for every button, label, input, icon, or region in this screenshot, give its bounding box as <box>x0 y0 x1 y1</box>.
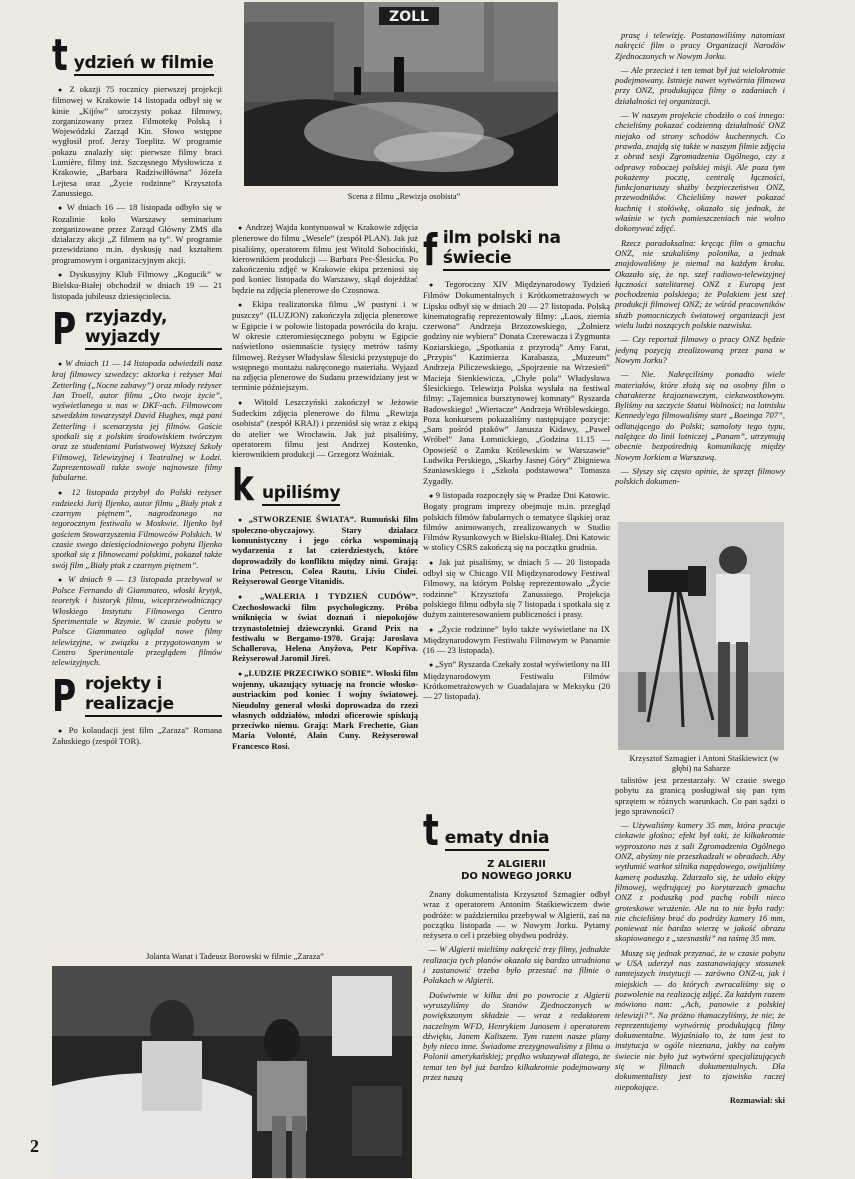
heading-text: ydzień w filmie <box>74 53 214 76</box>
paragraph: ● „LUDZIE PRZECIWKO SOBIE”. Włoski film wojenny, ukazujący sytuację na froncie włosko-austriackim pod koniec I wojny światowej. Nieudolny generał włoski doprowadza do rzezi własnych oddziałów, młodzi oficerowie spiskują przeciwko niemu. Grają: Mark Frechette, Gian Maria Volonté, Alain Cuny. Reżyserował Francesco Rosi. <box>232 668 418 751</box>
heading-film-polski <box>423 225 610 276</box>
heading-tydzien <box>52 30 222 81</box>
photo-sahara-image <box>618 522 784 750</box>
paragraph: — W Algierii mieliśmy nakręcić trzy filmy, jednakże realizacja tych planów okazała się bardzo utrudniona i zastanowić trzeba było przestać na filmie o Polakach w Algierii. <box>423 944 610 986</box>
paragraph: ● „STWORZENIE ŚWIATA”. Rumuński film społeczno-obyczajowy. Stary działacz komunistyczny i jego córka wspominają wydarzenia z lat czterdziestych, które doprowadziły do konfliktu między nimi. Grają: Irina Petrescu, Colea Rautu, Liviu Ciulei. Reżyserował George Vitanidis. <box>232 514 418 587</box>
heading-initial: t <box>423 805 439 856</box>
paragraph: Doświwnie w kilka dni po powrocie z Algierii wyruszyliśmy do Stanów Zjednoczonych w powiększonym składzie — wraz z redaktorem naczelnym WFD, Henrykiem Janosem i operatorem dźwięku, Janem Kaliszem. Tym razem nasze plany były nieco inne. Świadome zrezygnowaliśmy z filmu o Polonii amerykańskiej; prędko wskazywał dlatego, że temat ten był już bardzo kilkakrotnie podejmowany przez naszą <box>423 989 610 1083</box>
paragraph: ● Ekipa realizatorska filmu „W pustyni i w puszczy” (ILUZJON) zakończyła zdjęcia plenerowe w Egipcie i w połowie listopada powróciła do kraju. W okresie czteromiesięcznego pobytu w Egipcie naświetlono osiemnaście tysięcy metrów taśmy filmowej. Reżyser Władysław Ślesicki przystępuje do wstępnego montażu nakręconego materiału. Wyjazd na zdjęcia plenerowe do Sudanu przewidziany jest w terminie późniejszym. <box>232 299 418 393</box>
heading-initial: P <box>52 303 76 355</box>
subtitle <box>423 859 610 883</box>
heading-initial: k <box>232 459 254 511</box>
paragraph: ● Dyskusyjny Klub Filmowy „Kogucik” w Bielsku-Białej obchodził w dniach 19 — 21 listopada jubileusz dziesięciolecia. <box>52 269 222 301</box>
paragraph: — Słyszy się często opinie, że sprzęt filmowy polskich dokumen- <box>615 465 785 487</box>
paragraph: ● W dniach 11 — 14 listopada odwiedzili nasz kraj filmowcy szwedzcy: aktorka i reżyser Mai Zetterling („Nocne zabawy”) oraz młody reżyser Jan Troell, autor filmu „Oto twoje życie”, wyświetlanego u nas w DKF-ach. Filmowcom szwedzkim towarzyszył David Hughes, mąż pani Zetterling i scenarzysta jej filmów. Goście spotkali się z polskim środowiskiem twórczym oraz ze studentami Państwowej Wyższej Szkoły Filmowej, Telewizyjnej i Teatralnej w Łodzi. Zaprezentowali także swoje najnowsze filmy fabularne. <box>52 358 222 483</box>
paragraph: talistów jest przestarzały. W czasie swego pobytu za granicą posługiwał się pan tym sprzętem w różnych warunkach. Co pan sądzi o jego sprawności? <box>615 775 785 816</box>
photo-caption: Scena z filmu „Rewizja osobista” <box>347 192 461 201</box>
caption-zaraza-box <box>52 952 412 962</box>
column-right <box>615 30 785 520</box>
heading-kupilismy <box>232 459 418 511</box>
photo-zaraza-image <box>52 966 412 1178</box>
paragraph: ● „Życie rodzinne” było także wyświetlane na IX Międzynarodowym Festiwalu Filmowym w Panamie (16 — 23 listopada). <box>423 624 610 656</box>
paragraph: ● Andrzej Wajda kontynuował w Krakowie zdjęcia plenerowe do filmu „Wesele” (zespół PLAN). Jak już pisaliśmy, operatorem filmu jest Witold Sobociński, kierownikiem produkcji — Barbara Pec-Ślesicka. Po zakończeniu zdjęć w Krakowie ekipa przeniosi się pod koniec listopada do Warszawy, skąd dojeżdżać będzie na zdjęcia plenerowe do Czosnowa. <box>232 222 418 295</box>
photo-zaraza <box>52 966 412 1178</box>
column-right-bottom <box>615 775 785 1160</box>
paragraph: ● Jak już pisaliśmy, w dniach 5 — 20 listopada odbył się w Chicago VII Międzynarodowy Festiwal Filmowy, na którym Polskę reprezentowało „Życie rodzinne” Krzysztofa Zanussiego. Projekcja polskiego filmu odbyła się 7 listopada i spotkała się z dużym zainteresowaniem publiczności i prasy. <box>423 557 610 620</box>
paragraph: ● Po kolaudacji jest film „Zaraza” Romana Załuskiego (zespół TOR). <box>52 725 222 747</box>
heading-text: rojekty i realizacje <box>85 674 222 717</box>
heading-projekty <box>52 670 222 722</box>
signature: Rozmawiał: ski <box>729 1095 785 1105</box>
paragraph: ● „WALERIA I TYDZIEŃ CUDÓW”. Czechosłowacki film psychologiczny. Próba wniknięcia w świat doznań i niepokojów trzynastoletniej dziewczynki. Grand Prix na festiwalu w Bergamo-1970. Grają: Jaroslava Schallerova, Helena Anyžova, Petr Kopřiva. Reżyserował Jaromil Jireš. <box>232 591 418 664</box>
paragraph: — Ale przecież i ten temat był już wielokrotnie podejmowany. Istnieje nawet wytwórnia filmowa przy ONZ, produkująca filmy o zadaniach i działalności tej organizacji. <box>615 64 785 106</box>
paragraph: ● „Syn” Ryszarda Czekały został wyświetlony na III Międzynarodowym Festiwalu Filmów Krótkometrażowych w Guadalajara w Meksyku (20 — 27 listopada). <box>423 659 610 701</box>
column-tematy <box>423 805 610 1150</box>
heading-text: upiliśmy <box>262 483 340 506</box>
column-center-right <box>423 222 610 802</box>
photo-sahara <box>618 522 784 750</box>
heading-initial: t <box>52 30 68 81</box>
photo-rewizja-image <box>244 2 558 186</box>
heading-text: ematy dnia <box>445 828 549 851</box>
paragraph: — Używaliśmy kamery 35 mm, która pracuje ciekawie głośno; efekt był taki, że kilkakrotnie wyproszono nas z sali Zgromadzenia Ogólnego ONZ, abyśmy nie przeszkadzali w obradach. Aby wytłumić warkot silnika napędowego, owijaliśmy kamerę poduszką. Zdarzało się, że udało ekipy filmowej, wędrującej po korytarzach gmachu ONZ z poduszką pod pachą robili nieco groteskowe wrażenie. Ale na to nie było rady: nie chcieliśmy brać do podróży kamery 16 mm, ponieważ nie bardzo wierzę w jakość obrazu skopiowanego z „szesnastki” na taśmę 35 mm. <box>615 820 785 944</box>
paragraph: — Czy reportaż filmowy o pracy ONZ będzie jedyną pozycją zrealizowaną przez pana w Nowym Jorku? <box>615 334 785 365</box>
column-center-left <box>232 222 418 962</box>
page-number: 2 <box>30 1136 39 1156</box>
caption-rewizja-box <box>244 192 558 202</box>
paragraph: ● Z okazji 75 rocznicy pierwszej projekcji filmowej w Krakowie 14 listopada odbył się w kinie „Kijów” uroczysty pokaz filmowy, zorganizowany przez Filmotekę Polską i Wojewódzki Zarząd Kin. Słowo wstępne wygłosił prof. Jerzy Toeplitz. W programie pokazu znalazły się: pierwsze filmy braci Lumière, filmy inż. Szczęsnego Mysłowicza z Krakowie, „Barbara Radziwiłłówna” Józefa Lejtesa oraz „Życie rodzinne” Krzysztofa Zanussiego. <box>52 84 222 198</box>
paragraph: ● W dniach 16 — 18 listopada odbyło się w Rozalinie koło Warszawy seminarium zorganizowane przez Zarząd Główny ZMS dla działaczy akcji „Z filmem na ty”. W programie przewidziano m.in. dyskusję nad kształtem programowym i organizacyjnym akcji. <box>52 202 222 265</box>
paragraph: Znany dokumentalista Krzysztof Szmagier odbył wraz z operatorem Antonim Staśkiewiczem dwie podróże: w październiku przebywał w Algierii, zaś na początku listopada — w Nowym Jorku. Pytamy reżysera o cel i przebieg obydwu podróży. <box>423 889 610 941</box>
heading-text: ilm polski na świecie <box>443 228 610 271</box>
paragraph: prasę i telewizję. Postanowiliśmy natomiast nakręcić film o pracy Organizacji Narodów Zjednoczonych w Nowym Jorku. <box>615 30 785 61</box>
photo-caption: Jolanta Wanat i Tadeusz Borowski w filmie „Zaraza” <box>146 952 324 961</box>
paragraph: ● Witold Leszczyński zakończył w Jeżowie Sudeckim zdjęcia plenerowe do filmu „Rewizja osobista” (zespół KRAJ) i przeniósł się wraz z ekipą do atelier we Wrocławiu. Jak już pisaliśmy, operatorem filmu jest Andrzej Kostenko, kierownikiem produkcji — Grzegorz Woźniak. <box>232 397 418 460</box>
paragraph: ● 9 listopada rozpoczęły się w Pradze Dni Katowic. Bogaty program imprezy obejmuje m.in. przegląd polskich filmów fabularnych o tematyce śląskiej oraz filmów animowanych, zrealizowanych w Studio Filmów Rysunkowych w Bielsku-Białej. Dni Katowic w stolicy CSRS zakończą się na początku grudnia. <box>423 490 610 553</box>
subtitle-line: Z ALGIERII <box>487 859 546 870</box>
heading-initial: f <box>423 225 438 276</box>
heading-tematy <box>423 805 610 856</box>
paragraph: ● W dniach 9 — 13 listopada przebywał w Polsce Fernando di Giammateo, włoski krytyk, teoretyk i historyk filmu, wiceprzewodniczący Włoskiego Instytutu Filmowego Centro Sperimentale w Rzymie. W czasie pobytu w Polsce Giammateo oglądał nowe filmy telewizyjne, w związku z przygotowanym w Centro Sperimentale przeglądem filmów telewizyjnych. <box>52 574 222 668</box>
paragraph: — Nie. Nakręciliśmy ponadto wiele materiałów, które złożą się na osobny film o charakterze krajoznawczym, ciekawostkowym. Byliśmy na szczycie Statui Wolności; na lotnisku Kennedy'ego filmowaliśmy start „Boeinga 707”, odlatującego do Polski; samoloty tego typu, nalężące do linii lotniczej „Panam”, utrzymują obecnie bezpośrednią komunikację między Nowym Jorkiem a Warszawą. <box>615 369 785 462</box>
paragraph: — W naszym projekcie chodziło o coś innego: chcieliśmy pokazać codzienną działalność ONZ niejako od strony schodów kuchennych. Co prawda, znajdą się także w naszym filmie zdjęcia z obrad sesji Zgromadzenia Ogólnego, czy z odprawy roboczej polskiej misji. Ale poza tym pokażemy pocztę, centralę łączności, funkcjonariuszy służby bezpieczeństwa ONZ, przewodników. Chcieliśmy nawet pokazać kuchnię i stołówkę, okazało się jednak, że właśnie w tych pomieszczeniach nie wolno dokonywać zdjęć. <box>615 110 785 234</box>
subtitle-line: DO NOWEGO JORKU <box>461 871 572 882</box>
photo-rewizja <box>244 2 558 186</box>
heading-initial: P <box>52 670 76 722</box>
paragraph: ● Tegoroczny XIV Międzynarodowy Tydzień Filmów Dokumentalnych i Krótkometrażowych w Lipsku odbył się w dniach 20 — 27 listopada. Polską kinematografię reprezentowały filmy: „Laos, ziemia czerwona” Andrzeja Brzozowskiego, „Żołnierz godziny nie wybiera” Donata Czerewacza i Zygmunta Koziarskiego, „Spotkania z przyrodą” Amy Farat, „Przypis” Kazimierza Karabasza, „Muzeum” Andrzeja Piliczewskiego, „Spojrzenie na Wrzesień” Macieja Sienkiewicza, „Chyłe pola” Władysława Ślesickiego. Telewizja Polska wysłała na festiwal filmy: „Tajemnica bursztynowej komnaty” Ryszarda Badowskiego! „Wiertacze” Andrzeja Wróblewskiego. Poza konkursem pokazaliśmy następujące pozycje: „Sam pośród ptaków” Janusza Kidawy, „Paweł Wróbel” Jana Łomnickiego, „Godzina 11.15 — Opowieść o Zamku Królewskim w Warszawie” Ludwika Perskiego, „Skarby Jasnej Góry” Zbigniewa Szaniawskiego i „Szkoła podstawowa” Tomasza Zygadły. <box>423 279 610 486</box>
heading-text: rzyjazdy, wyjazdy <box>85 307 222 350</box>
heading-przyjazdy <box>52 303 222 355</box>
sign-text: ZOLL <box>389 9 429 25</box>
photo-caption: Krzysztof Szmagier i Antoni Staśkiewicz (w głębi) na Saharze <box>629 754 779 773</box>
caption-sahara-box <box>618 754 784 774</box>
paragraph: ● 12 listopada przybył do Polski reżyser radziecki Jurij Iljenko, autor filmu „Biały ptak z czarnym piętnem”, nagrodzonego na tegorocznym festiwalu w Moskwie. Iljenko był gościem Stowarzyszenia Filmowców Polskich. W czasie swego dziesięciodniowego pobytu Iljenko spotkał się z filmowcami polskimi, pokazał także swój film „Biały ptak z czarnym piętnem”. <box>52 487 222 570</box>
paragraph: Muszę się jednak przyznać, że w czasie pobytu w USA uderzył nas zastanawiający stosunek tamtejszych instytucji — zarówno ONZ-u, jak i miejskich — do których zwracaliśmy się o pozwolenie na realizację zdjęć. Za każdym razem mówiono nam: „Ach, panowie z polskiej telewizji?”. Na próżno tłumaczyliśmy, że nie; że reprezentujemy wytwórnię produkującą filmy dokumentalne. Wyjaśniało to, że tam jest to instytucja w ogóle nieznana, jakby na całym świecie nie było już wytwórni specjalizujących się w filmach dokumentalnych. Dla dokumentalisty jest to zjawisko raczej niepokojące. <box>615 947 785 1092</box>
paragraph: Rzecz paradoksalna: kręcąc film o gmachu ONZ, nie szukaliśmy polonika, a jednak znajdowaliśmy je niemal na każdym kroku. Okazało się, że np. szef radiowo-telewizyjnej łączności satelitarnej ONZ z Europą jest pochodzenia polskiego; że Polakiem jest szef produkcji filmowej ONZ; że wśród pracowników służb pomocniczych światowej organizacji jest wielu ludzi noszących polskie nazwiska. <box>615 237 785 331</box>
column-left <box>52 30 222 850</box>
